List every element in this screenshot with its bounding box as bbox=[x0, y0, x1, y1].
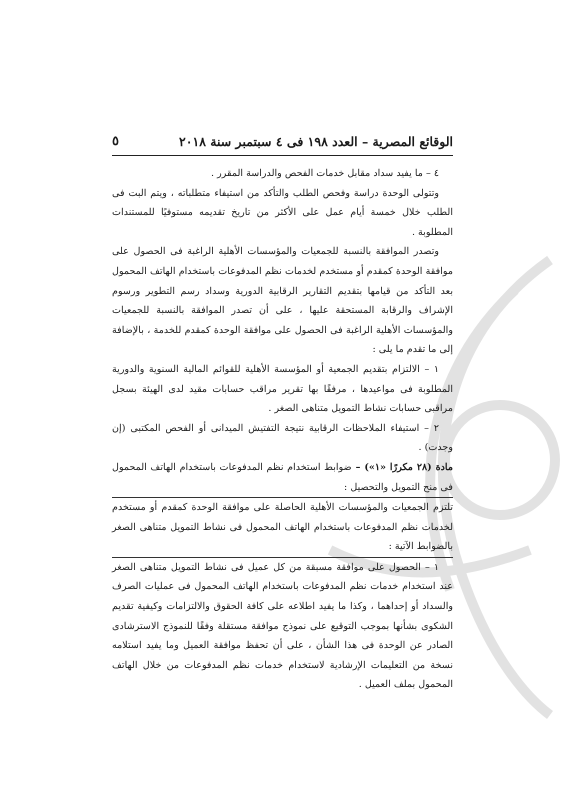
clause-1: ١ – الحصول على موافقة مسبقة من كل عميل فى نشاط التمويل متناهى الصغر عند استخدام خدمات نظم المدفوعات باستخدام الهاتف المحمول فى عمليات الصرف والسداد أو إحداهما ، وكذا ما يفيد اطلاعه على كافة الحقوق والالتزامات وكيفية تقديم الشكوى بشأنها بموجب التوقيع على نموذج موافقة مستقلة وفقًا للنموذج الاسترشادى الصادر عن الوحدة فى هذا الشأن ، على أن تحفظ موافقة العميل وما يفيد استلامه نسخة من التعليمات الإرشادية لاستخدام خدمات نظم المدفوعات من خلال الهاتف المحمول بملف العميل . bbox=[112, 561, 453, 691]
article-heading bbox=[112, 458, 453, 497]
page-header bbox=[112, 131, 453, 151]
page-number: ٥ bbox=[112, 133, 119, 149]
header-divider bbox=[112, 155, 453, 156]
paragraph-condition-2: ٢ – استيفاء الملاحظات الرقابية نتيجة التفتيش الميدانى أو الفحص المكتبى (إن وجدت) . bbox=[112, 422, 453, 454]
gazette-title: الوقائع المصرية – العدد ١٩٨ فى ٤ سبتمبر سنة ٢٠١٨ bbox=[179, 133, 453, 149]
paragraph-approval: وتصدر الموافقة بالنسبة للجمعيات والمؤسسات الأهلية الراغبة فى الحصول على موافقة الوحدة كمقدم أو مستخدم لخدمات نظم المدفوعات باستخدام الهاتف المحمول بعد التأكد من قيامها بتقديم التقارير الرقابية الدورية وسداد رسم التطوير ورسوم الإشراف والرقابة المستحقة عليها ، على أن تصدر الموافقة بالنسبة للجمعيات والمؤسسات الأهلية الراغبة فى الحصول على موافقة الوحدة كمقدم للخدمة ، بالإضافة إلى ما تقدم ما يلى : bbox=[112, 246, 453, 356]
article-title: مادة (٢٨ مكررًا «١») – bbox=[351, 461, 453, 473]
paragraph-item-4: ٤ – ما يفيد سداد مقابل خدمات الفحص والدراسة المقرر . bbox=[211, 168, 439, 179]
paragraph-review: وتتولى الوحدة دراسة وفحص الطلب والتأكد من استيفاء متطلباته ، ويتم البت فى الطلب خلال خمسة أيام عمل على الأكثر من تاريخ تقديمه مستوفيًا للمستندات المطلوبة . bbox=[112, 187, 453, 238]
boxed-obligation-text: تلتزم الجمعيات والمؤسسات الأهلية الحاصلة على موافقة الوحدة كمقدم أو مستخدم لخدمات نظم المدفوعات باستخدام الهاتف المحمول فى نشاط التمويل متناهى الصغر بالضوابط الآتية : bbox=[112, 497, 453, 558]
paragraph-condition-1: ١ – الالتزام بتقديم الجمعية أو المؤسسة الأهلية للقوائم المالية السنوية والدورية المطلوبة فى مواعيدها ، مرفقًا بها تقرير مراقب حسابات مقيد لدى الهيئة بسجل مراقبى حسابات نشاط التمويل متناهى الصغر . bbox=[112, 363, 453, 415]
document-body bbox=[112, 164, 453, 695]
article-subtitle: ضوابط استخدام نظم المدفوعات باستخدام الهاتف المحمول فى منح التمويل والتحصيل : bbox=[112, 461, 453, 493]
